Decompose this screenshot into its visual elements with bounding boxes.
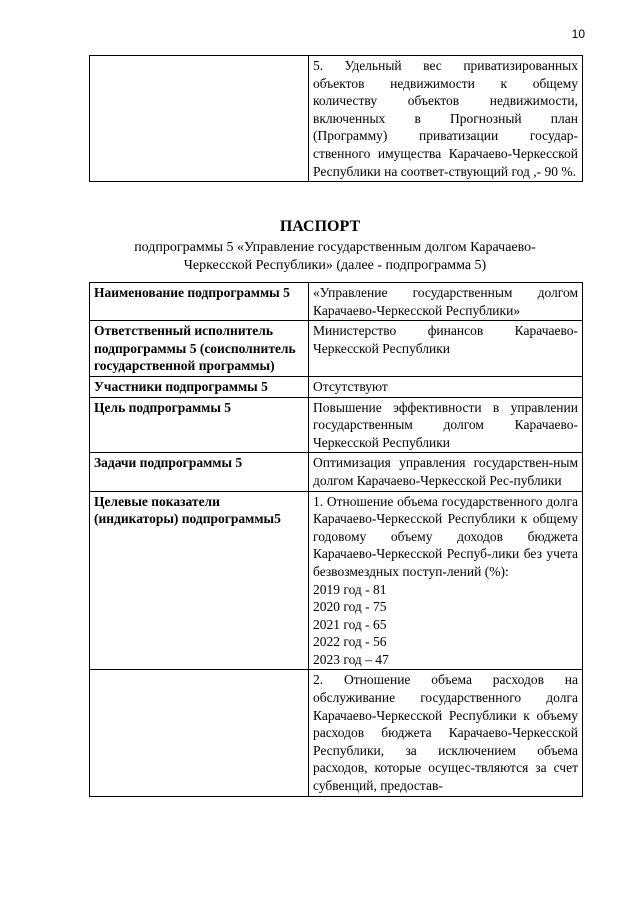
empty-label-cell [90,670,309,796]
table-row [90,283,583,321]
indicators-label: Целевые показатели (индикаторы) подпрограммы5 [90,491,309,670]
table-row [90,491,583,670]
passport-subtitle [100,239,570,275]
row-label: Задачи подпрограммы 5 [90,453,309,491]
table-row [90,56,583,182]
indicator-1-text: 1. Отношение объема государственного долга Карачаево-Черкесской Республики к общему годовому объему доходов бюджета Карачаево-Черкесской Респуб-лики без учета безвозмездных поступ-лений (%): [313,493,578,579]
page-number: 10 [571,27,585,41]
indicator-2-cell: 2. Отношение объема расходов на обслуживание государственного долга Карачаево-Черкесской Республики к объему расходов бюджета Карачаево-Черкесской Республики, за исключением объема расходов, которые осущес-твляются за счет субвенций, предостав- [309,670,583,796]
table-row [90,397,583,453]
table-row [90,453,583,491]
indicator-5-cell: 5. Удельный вес приватизированных объектов недвижимости к общему количеству объектов недвижимости, включенных в Прогнозный план (Программу) приватизации государ-ственного имущества Карачаево-Черкесской Республики на соответ-ствующий год ,- 90 %. [309,56,583,182]
passport-title: ПАСПОРТ [279,218,361,235]
row-value: Оптимизация управления государствен-ным долгом Карачаево-Черкесской Рес-публики [309,453,583,491]
table-row [90,376,583,397]
subtitle-line-2: Черкесской Республики» (далее - подпрограмма 5) [183,258,487,273]
year-value: 2019 год - 81 [313,581,387,597]
row-value: Повышение эффективности в управлении государственным долгом Карачаево-Черкесской Республики [309,397,583,453]
row-label: Наименование подпрограммы 5 [90,283,309,321]
continuation-table [89,55,583,182]
row-label: Участники подпрограммы 5 [90,376,309,397]
row-value: «Управление государственным долгом Карачаево-Черкесской Республики» [309,283,583,321]
year-value: 2020 год - 75 [313,599,387,615]
table-row [90,670,583,796]
empty-label-cell [90,56,309,182]
row-value: Отсутствуют [309,376,583,397]
row-label: Ответственный исполнитель подпрограммы 5 (соисполнитель государственной программы) [90,321,309,377]
subtitle-line-1: подпрограммы 5 «Управление государственным долгом Карачаево- [134,240,536,255]
row-label: Цель подпрограммы 5 [90,397,309,453]
table-row [90,321,583,377]
year-value: 2022 год - 56 [313,634,387,650]
row-value: Министерство финансов Карачаево-Черкесской Республики [309,321,583,377]
indicator-1-cell [309,491,583,670]
year-value: 2023 год – 47 [313,651,389,667]
passport-table [89,282,583,797]
year-value: 2021 год - 65 [313,616,387,632]
